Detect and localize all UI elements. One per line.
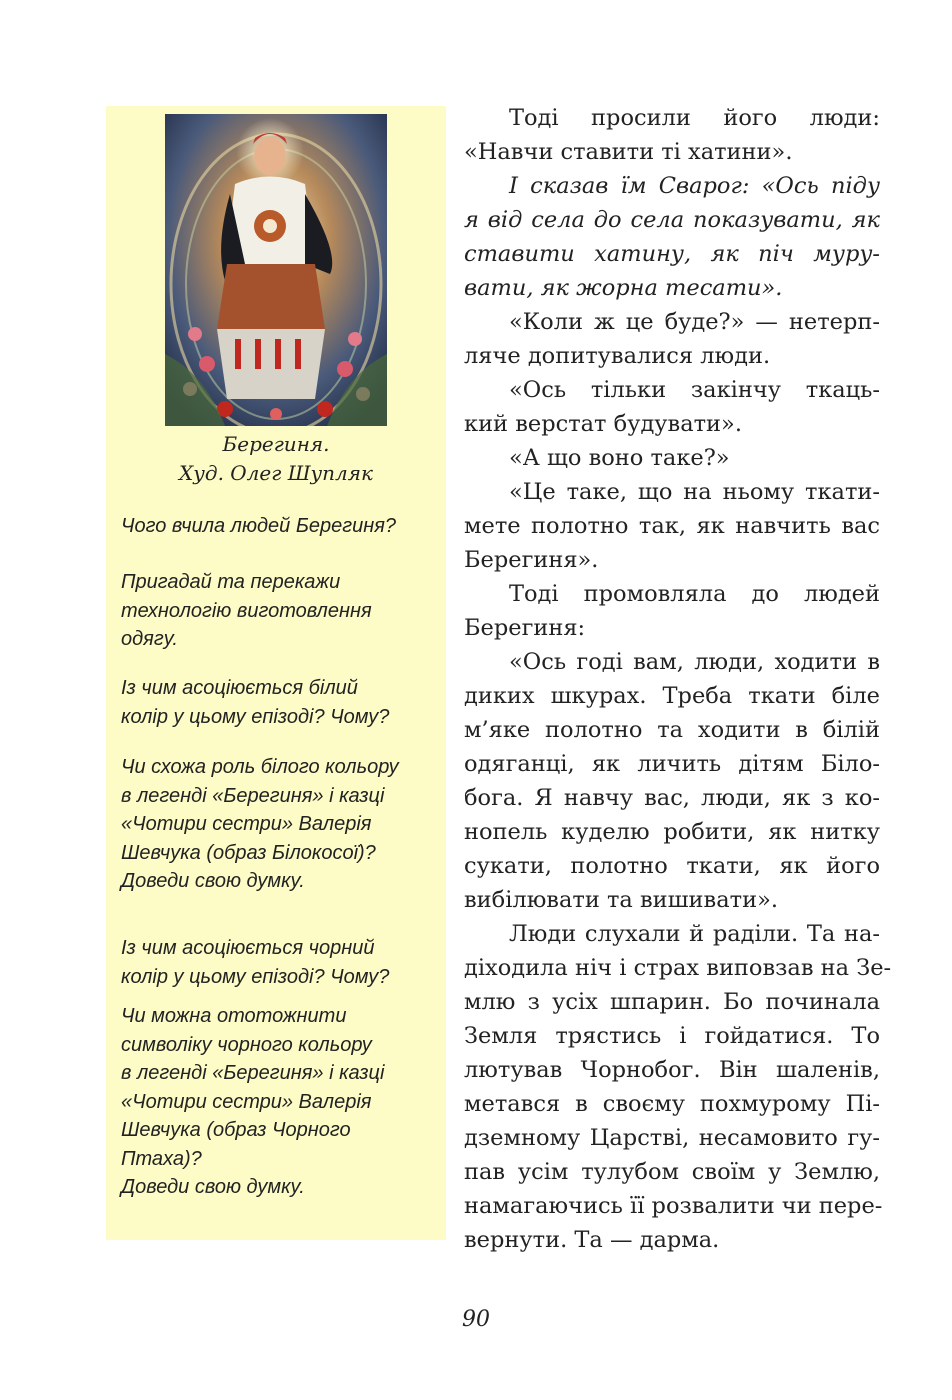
text-line: кий верстат будувати». xyxy=(464,411,742,437)
caption-artist: Худ. Олег Шупляк xyxy=(179,461,373,485)
question-4 xyxy=(121,753,443,896)
text-line: метався в своєму похмурому Пі- xyxy=(464,1091,880,1117)
question-3 xyxy=(121,674,443,731)
text-line: пав усім тулубом своїм у Землю, xyxy=(464,1159,880,1185)
text-line: я від села до села показувати, як xyxy=(464,207,880,233)
caption-title: Берегиня. xyxy=(222,432,330,456)
question-line: символіку чорного кольору xyxy=(121,1033,372,1056)
text-line: одяганці, як личить дітям Біло- xyxy=(464,751,880,777)
text-line: сукати, полотно ткати, як його xyxy=(464,853,880,879)
question-line: Доведи свою думку. xyxy=(121,1176,305,1198)
main-text xyxy=(464,101,892,1257)
text-line: «Ось тільки закінчу ткаць- xyxy=(509,377,880,403)
question-line: Чого вчила людей Берегиня? xyxy=(121,515,397,537)
question-line: Із чим асоціюється білий xyxy=(121,677,358,699)
painting-caption xyxy=(106,430,446,488)
text-line: млю з усіх шпарин. Бо починала xyxy=(464,989,880,1015)
question-line: Із чим асоціюється чорний xyxy=(121,937,375,959)
text-line: ставити хатину, як піч муру- xyxy=(464,241,880,267)
text-line: «Ось годі вам, люди, ходити в xyxy=(509,649,880,675)
text-line: «А що воно таке?» xyxy=(509,445,730,471)
question-line: технологію виготовлення xyxy=(121,599,372,622)
question-line: «Чотири сестри» Валерія xyxy=(121,813,372,835)
text-line: «Це таке, що на ньому ткати- xyxy=(509,479,880,505)
question-line: Шевчука (образ Чорного xyxy=(121,1119,351,1141)
questions-sidebar xyxy=(106,106,446,1240)
question-2 xyxy=(121,568,443,654)
question-1 xyxy=(121,512,443,541)
question-line: колір у цьому епізоді? Чому? xyxy=(121,705,390,728)
text-line: діходила ніч і страх виповзав на Зе- xyxy=(464,955,892,981)
text-line: мете полотно так, як навчить вас xyxy=(464,513,880,539)
text-line: м’яке полотно та ходити в білій xyxy=(464,717,880,743)
text-line: І сказав їм Сварог: «Ось піду xyxy=(509,173,880,199)
question-line: Чи можна ототожнити xyxy=(121,1005,347,1027)
question-line: Пригадай та перекажи xyxy=(121,571,341,593)
text-line: Тоді просили його люди: xyxy=(509,105,880,131)
question-line: Птаха)? xyxy=(121,1147,202,1170)
text-line: Люди слухали й раділи. Та на- xyxy=(509,921,880,947)
question-5 xyxy=(121,934,443,991)
text-line: бога. Я навчу вас, люди, як з ко- xyxy=(464,785,880,811)
text-line: Тоді промовляла до людей xyxy=(509,581,880,607)
text-line: нопель куделю робити, як нитку xyxy=(464,819,880,845)
question-line: Шевчука (образ Білокосої)? xyxy=(121,841,376,864)
question-line: Доведи свою думку. xyxy=(121,870,305,892)
text-line: Земля трястись і гойдатися. То xyxy=(464,1023,880,1049)
text-line: дземному Царстві, несамовито гу- xyxy=(464,1125,880,1151)
question-line: Чи схожа роль білого кольору xyxy=(121,756,399,778)
text-line: намагаючись її розвалити чи пере- xyxy=(464,1193,883,1219)
painting-bereginia xyxy=(165,114,387,426)
question-line: в легенді «Берегиня» і казці xyxy=(121,1062,385,1084)
question-line: одягу. xyxy=(121,628,178,650)
text-line: Берегиня: xyxy=(464,615,586,641)
text-line: лютував Чорнобог. Він шаленів, xyxy=(464,1057,880,1083)
question-line: в легенді «Берегиня» і казці xyxy=(121,784,385,807)
text-line: вернути. Та — дарма. xyxy=(464,1227,720,1253)
text-line: Берегиня». xyxy=(464,547,599,573)
text-line: «Коли ж це буде?» — нетерп- xyxy=(509,309,880,335)
text-line: вибілювати та вишивати». xyxy=(464,887,779,913)
page-number: 90 xyxy=(462,1307,490,1332)
question-line: «Чотири сестри» Валерія xyxy=(121,1090,372,1113)
question-line: колір у цьому епізоді? Чому? xyxy=(121,965,390,988)
text-line: диких шкурах. Треба ткати біле xyxy=(464,683,880,709)
text-line: ляче допитувалися люди. xyxy=(464,343,771,369)
question-6 xyxy=(121,1002,443,1202)
text-line: вати, як жорна тесати». xyxy=(464,275,783,301)
text-line: «Навчи ставити ті хатини». xyxy=(464,139,793,165)
